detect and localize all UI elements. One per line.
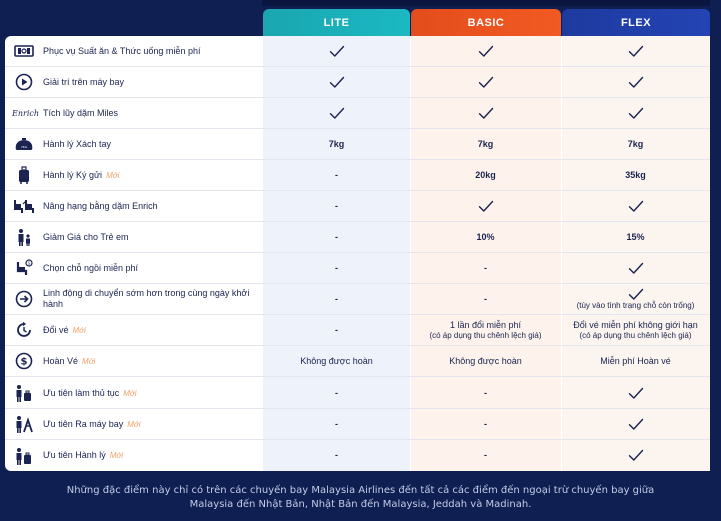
- cell-value: 7kg: [477, 138, 494, 149]
- feature-cell: [5, 284, 263, 314]
- cell-lite: [263, 253, 410, 283]
- cell-lite: [263, 191, 410, 221]
- footer-note: [0, 484, 721, 512]
- feature-text: Hành lý Ký gửi: [43, 169, 103, 180]
- feature-label: [43, 388, 137, 399]
- feature-cell: [5, 409, 263, 439]
- cell-value: Đổi vé miễn phí không giới hạn: [573, 320, 698, 331]
- check-icon: [628, 262, 644, 275]
- check-icon: [628, 288, 644, 301]
- feature-cell: [5, 440, 263, 471]
- dash-value: -: [335, 200, 338, 211]
- check-icon: [329, 107, 345, 120]
- seat-select-icon: [13, 258, 35, 278]
- refund-icon: [13, 351, 35, 371]
- check-icon: [478, 45, 494, 58]
- cell-flex: [561, 315, 710, 345]
- svg-text:$: $: [27, 260, 31, 266]
- svg-text:Enrich: Enrich: [12, 109, 40, 118]
- cell-flex: [561, 253, 710, 283]
- cell-lite: [263, 36, 410, 66]
- feature-label: [43, 170, 119, 181]
- table-row: [5, 440, 710, 471]
- feature-text: Ưu tiên làm thủ tục: [43, 387, 120, 398]
- feature-cell: [5, 129, 263, 159]
- feature-cell: [5, 253, 263, 283]
- cell-note: (tùy vào tình trạng chỗ còn trống): [576, 300, 695, 310]
- feature-cell: [5, 67, 263, 97]
- change-ticket-icon: [13, 320, 35, 340]
- check-icon: [329, 45, 345, 58]
- feature-label: [43, 139, 111, 150]
- cell-flex: [561, 222, 710, 252]
- column-header-lite: LITE: [263, 9, 410, 36]
- table-row: [5, 315, 710, 346]
- cell-basic: [410, 222, 561, 252]
- cell-lite: [263, 378, 410, 408]
- cell-basic: [410, 378, 561, 408]
- feature-label: [43, 288, 263, 310]
- check-icon: [628, 200, 644, 213]
- cell-value: 35kg: [625, 169, 646, 180]
- cell-value: Không được hoàn: [300, 355, 373, 366]
- footer-line-1: Những đặc điểm này chỉ có trên các chuyến bay Malaysia Airlines đến tất cả các điểm đến ngoại trừ chuyến bay giữa: [66, 485, 655, 496]
- cell-flex: [561, 67, 710, 97]
- feature-label: [43, 450, 123, 461]
- dash-value: -: [335, 293, 338, 304]
- cell-flex: [561, 36, 710, 66]
- fare-comparison-table: [5, 36, 710, 471]
- svg-text:7KG: 7KG: [20, 145, 28, 149]
- column-header-flex: FLEX: [562, 9, 710, 36]
- check-icon: [628, 107, 644, 120]
- new-tag: Mới: [109, 451, 123, 461]
- column-header-basic: BASIC: [411, 9, 561, 36]
- table-row: [5, 67, 710, 98]
- feature-text: Hành lý Xách tay: [43, 138, 112, 149]
- priority-baggage-icon: [13, 446, 35, 466]
- cell-basic: [410, 160, 561, 190]
- cell-lite: [263, 346, 410, 376]
- cell-basic: [410, 284, 561, 314]
- cell-lite: [263, 284, 410, 314]
- table-row: [5, 36, 710, 67]
- check-icon: [628, 449, 644, 462]
- priority-boarding-icon: [13, 414, 35, 434]
- dash-value: -: [335, 262, 338, 273]
- cell-flex: [561, 378, 710, 408]
- feature-text: Phục vụ Suất ăn & Thức uống miễn phí: [43, 45, 201, 56]
- family-icon: [13, 227, 35, 247]
- cell-value: Miễn phí Hoàn vé: [600, 355, 671, 366]
- feature-text: Ưu tiên Ra máy bay: [43, 418, 124, 429]
- cell-flex: [561, 98, 710, 128]
- feature-text: Ưu tiên Hành lý: [43, 450, 106, 461]
- table-row: [5, 222, 710, 253]
- cell-basic: [410, 191, 561, 221]
- cell-lite: [263, 315, 410, 345]
- feature-text: Chọn chỗ ngồi miễn phí: [43, 262, 139, 273]
- dash-value: -: [335, 231, 338, 242]
- cell-flex: [561, 191, 710, 221]
- cell-lite: [263, 409, 410, 439]
- cell-flex: [561, 346, 710, 376]
- feature-label: [43, 108, 118, 119]
- cell-note: (có áp dụng thu chênh lệch giá): [579, 330, 692, 340]
- cell-lite: [263, 222, 410, 252]
- suitcase-icon: [13, 165, 35, 185]
- table-row: [5, 160, 710, 191]
- arrow-circle-icon: [13, 289, 35, 309]
- enrich-logo-icon: [12, 103, 40, 123]
- table-row: [5, 378, 710, 409]
- feature-label: [43, 46, 200, 57]
- feature-cell: [5, 98, 263, 128]
- priority-checkin-icon: [13, 383, 35, 403]
- table-row: [5, 191, 710, 222]
- feature-cell: [5, 346, 263, 376]
- table-row: [5, 129, 710, 160]
- cell-value: 20kg: [475, 169, 496, 180]
- feature-label: [43, 325, 86, 336]
- cell-value: 7kg: [627, 138, 644, 149]
- cell-value: 15%: [626, 231, 645, 242]
- dash-value: -: [484, 418, 487, 429]
- check-icon: [628, 76, 644, 89]
- feature-text: Giải trí trên máy bay: [43, 76, 125, 87]
- dash-value: -: [335, 418, 338, 429]
- cell-flex: [561, 409, 710, 439]
- feature-text: Linh động di chuyển sớm hơn trong cùng ngày khởi hành: [43, 288, 250, 309]
- cell-basic: [410, 409, 561, 439]
- table-row: [5, 409, 710, 440]
- feature-label: [43, 419, 141, 430]
- feature-label: [43, 232, 129, 243]
- table-row: [5, 284, 710, 315]
- footer-line-2: Malaysia đến Nhật Bản, Nhật Bản đến Malaysia, Jeddah và Madinah.: [189, 499, 532, 510]
- cell-value: Không được hoàn: [449, 355, 522, 366]
- feature-cell: [5, 315, 263, 345]
- cell-note: (có áp dụng thu chênh lệch giá): [429, 330, 542, 340]
- check-icon: [329, 76, 345, 89]
- feature-cell: [5, 191, 263, 221]
- cell-basic: [410, 98, 561, 128]
- cell-flex: [561, 129, 710, 159]
- check-icon: [628, 387, 644, 400]
- check-icon: [478, 76, 494, 89]
- cell-basic: [410, 346, 561, 376]
- dash-value: -: [484, 387, 487, 398]
- cell-basic: [410, 315, 561, 345]
- table-row: [5, 346, 710, 377]
- new-tag: Mới: [72, 325, 86, 335]
- feature-text: Giảm Giá cho Trẻ em: [43, 231, 129, 242]
- check-icon: [628, 418, 644, 431]
- new-tag: Mới: [123, 388, 137, 398]
- cell-value: 7kg: [328, 138, 345, 149]
- feature-text: Hoàn Vé: [43, 355, 79, 366]
- cell-basic: [410, 253, 561, 283]
- cell-flex: [561, 284, 710, 314]
- feature-cell: [5, 378, 263, 408]
- cell-lite: [263, 67, 410, 97]
- feature-text: Tích lũy dặm Miles: [43, 107, 119, 118]
- new-tag: Mới: [106, 170, 120, 180]
- cell-basic: [410, 36, 561, 66]
- top-strip: [262, 0, 710, 6]
- feature-label: [43, 201, 158, 212]
- cell-basic: [410, 67, 561, 97]
- new-tag: Mới: [82, 356, 96, 366]
- feature-cell: [5, 222, 263, 252]
- table-row: [5, 98, 710, 129]
- check-icon: [478, 200, 494, 213]
- check-icon: [628, 45, 644, 58]
- table-row: [5, 253, 710, 284]
- dash-value: -: [484, 262, 487, 273]
- feature-cell: [5, 160, 263, 190]
- dash-value: -: [335, 324, 338, 335]
- cell-basic: [410, 440, 561, 471]
- new-tag: Mới: [127, 419, 141, 429]
- feature-label: [43, 356, 95, 367]
- dash-value: -: [484, 450, 487, 461]
- cell-lite: [263, 129, 410, 159]
- feature-text: Nâng hạng bằng dặm Enrich: [43, 200, 158, 211]
- cell-lite: [263, 98, 410, 128]
- feature-cell: [5, 36, 263, 66]
- feature-text: Đổi vé: [43, 324, 69, 335]
- cell-value: 10%: [476, 231, 495, 242]
- svg-text:$: $: [20, 356, 28, 368]
- cell-flex: [561, 160, 710, 190]
- cell-basic: [410, 129, 561, 159]
- dash-value: -: [335, 387, 338, 398]
- feature-label: [43, 77, 124, 88]
- dash-value: -: [484, 293, 487, 304]
- cell-lite: [263, 440, 410, 471]
- cell-flex: [561, 440, 710, 471]
- cell-value: 1 lần đổi miễn phí: [449, 320, 522, 331]
- seat-upgrade-icon: [13, 196, 35, 216]
- carry-on-bag-icon: [13, 134, 35, 154]
- meal-tray-icon: [13, 41, 35, 61]
- check-icon: [478, 107, 494, 120]
- dash-value: -: [335, 169, 338, 180]
- play-circle-icon: [13, 72, 35, 92]
- feature-label: [43, 263, 138, 274]
- cell-lite: [263, 160, 410, 190]
- dash-value: -: [335, 450, 338, 461]
